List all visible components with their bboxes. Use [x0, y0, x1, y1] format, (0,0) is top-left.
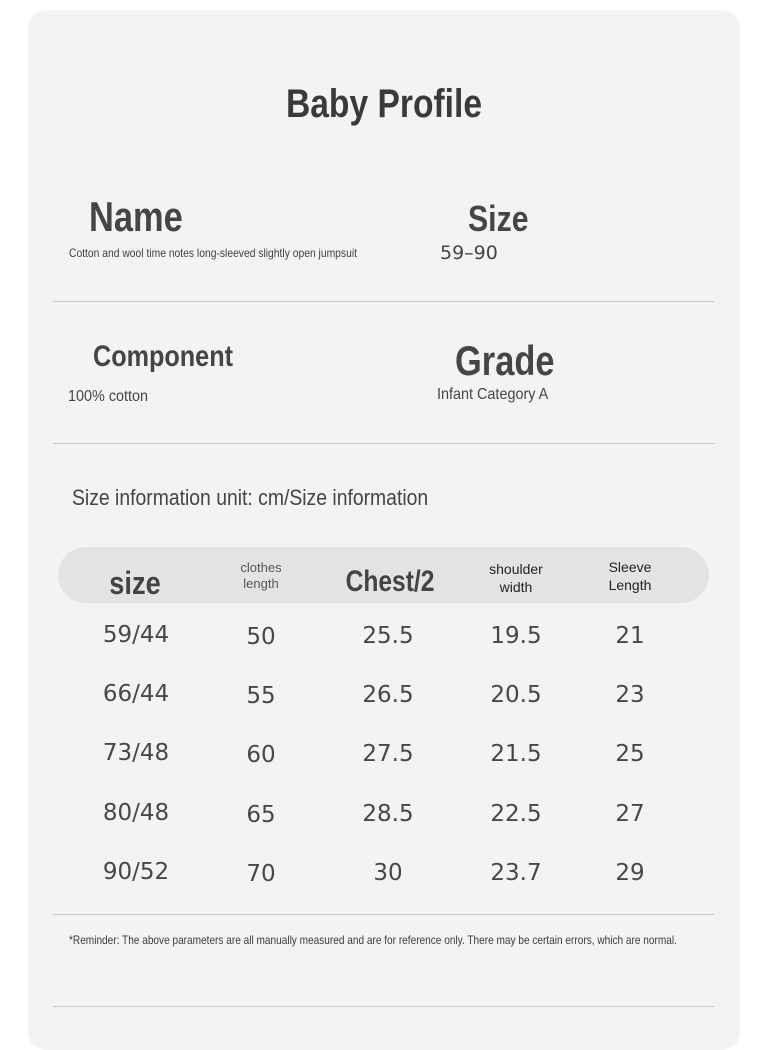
table-cell: 21.5 [490, 741, 542, 767]
table-cell: 19.5 [490, 623, 542, 649]
table-cell: 50 [246, 624, 276, 650]
table-cell: 30 [373, 860, 403, 886]
table-cell: 23.7 [490, 860, 542, 886]
name-value: Cotton and wool time notes long-sleeved slightly open jumpsuit [69, 246, 357, 260]
column-header-size [85, 563, 185, 603]
column-header-chest [330, 563, 450, 601]
reminder-note: *Reminder: The above parameters are all manually measured and are for reference only. There may be certain errors, which are normal. [69, 933, 677, 947]
table-cell: 70 [246, 861, 276, 887]
column-header-sleeve-length [590, 559, 670, 594]
table-cell: 21 [615, 623, 645, 649]
table-cell: 65 [246, 802, 276, 828]
table-cell: 28.5 [362, 801, 414, 827]
divider [53, 301, 714, 302]
size-info-title: Size information unit: cm/Size information [72, 485, 429, 510]
column-header-shoulder-width [476, 561, 556, 596]
table-cell: 29 [615, 860, 645, 886]
size-value: 59–90 [440, 242, 498, 264]
header-line: Sleeve [608, 559, 652, 575]
table-cell: 20.5 [490, 682, 542, 708]
table-cell: 27.5 [362, 741, 414, 767]
table-cell: 59/44 [102, 622, 170, 648]
table-cell: 27 [615, 801, 645, 827]
column-header-size-label: size [109, 565, 161, 601]
table-cell: 25.5 [362, 623, 414, 649]
divider [53, 1006, 714, 1007]
table-cell: 90/52 [102, 859, 170, 885]
divider [53, 914, 714, 915]
table-cell: 66/44 [102, 681, 170, 707]
header-line: shoulder [489, 561, 543, 577]
header-line: length [243, 576, 279, 592]
divider [53, 443, 714, 444]
table-cell: 22.5 [490, 801, 542, 827]
header-line: Length [608, 576, 652, 593]
table-cell: 25 [615, 741, 645, 767]
table-cell: 80/48 [102, 800, 170, 826]
component-label: Component [93, 340, 233, 373]
size-label: Size [468, 198, 529, 239]
header-line: clothes [240, 560, 282, 575]
table-cell: 23 [615, 682, 645, 708]
grade-label: Grade [455, 337, 555, 384]
column-header-clothes-length [221, 560, 301, 593]
name-label: Name [89, 193, 183, 240]
table-cell: 55 [246, 683, 276, 709]
page-title: Baby Profile [285, 82, 483, 126]
table-cell: 26.5 [362, 682, 414, 708]
grade-value: Infant Category A [437, 386, 549, 403]
header-line: width [499, 578, 533, 595]
table-cell: 60 [246, 742, 276, 768]
column-header-chest-label: Chest/2 [345, 565, 435, 598]
component-value: 100% cotton [68, 388, 149, 405]
profile-card [28, 10, 740, 1050]
table-cell: 73/48 [102, 740, 170, 766]
